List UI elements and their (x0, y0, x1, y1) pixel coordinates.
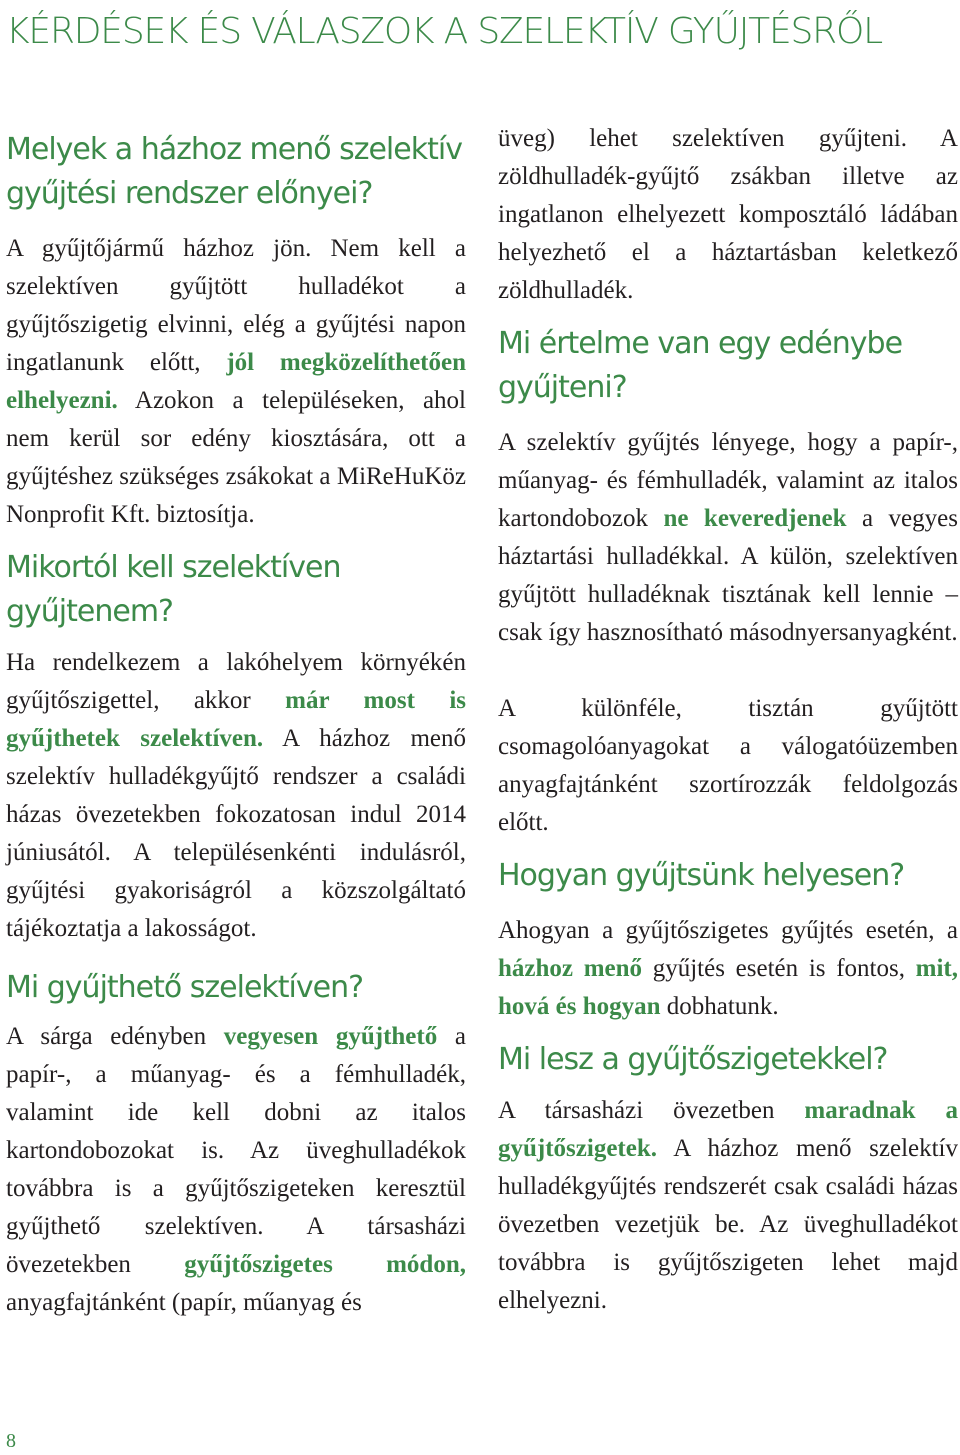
highlight: vegyesen gyűjthető (223, 1023, 438, 1050)
text: A gyűjtőjármű házhoz jön. Nem kell a szelektíven gyűjtött hulladékot a gyűjtőszigetig elvinni, elég a gyűjtési napon ingatlanunk előtt, (6, 235, 466, 376)
left-column (6, 120, 466, 1322)
text: A társasházi övezetben (498, 1097, 805, 1124)
paragraph-islands (498, 1092, 958, 1320)
right-column (498, 120, 958, 1320)
heading-when: Mikortól kell szelektíven gyűjtenem? (6, 550, 341, 629)
text: gyűjtés esetén is fontos, (642, 955, 916, 982)
highlight: jól megközelíthetően elhelyezni. (6, 349, 466, 414)
text: dobhatunk. (660, 993, 779, 1020)
paragraph-what (6, 1018, 466, 1322)
highlight: mit, hová és hogyan (498, 955, 958, 1020)
text: a papír-, a műanyag- és a fémhulladék, valamint ide kell dobni az italos kartondobozokat is. Az üveghulladékok továbbra is a gyűjtőszigeteken keresztül gyűjthető szelektíven. A társasházi övezetekben (6, 1023, 466, 1278)
text: a vegyes háztartási hulladékkal. A külön, szelektíven gyűjtött hulladéknak tisztának kell lennie – csak így hasznosítható másodnyersanyagként. (498, 505, 958, 646)
heading-what: Mi gyűjthető szelektíven? (6, 970, 364, 1005)
paragraph-what-continued: üveg) lehet szelektíven gyűjteni. A zöldhulladék-gyűjtő zsákban illetve az ingatlanon elhelyezett komposztáló ládában helyezhető el a háztartásban keletkező zöldhulladék. (498, 125, 958, 304)
highlight: ne keveredjenek (663, 505, 847, 532)
paragraph-when (6, 644, 466, 948)
highlight: házhoz menő (498, 955, 643, 982)
highlight: már most is gyűjthetek szelektíven. (6, 687, 466, 752)
text: Ahogyan a gyűjtőszigetes gyűjtés esetén, a (498, 917, 958, 944)
text: Ha rendelkezem a lakóhelyem környékén gyűjtőszigettel, akkor (6, 649, 466, 714)
heading-how: Hogyan gyűjtsünk helyesen? (498, 858, 905, 893)
page-number: 8 (6, 1430, 16, 1452)
text: A sárga edényben (6, 1023, 224, 1050)
text: A házhoz menő szelektív hulladékgyűjtés rendszerét csak családi házas övezetben vezetjük be. Az üveghulladékot továbbra is gyűjtőszigeten lehet majd elhelyezni. (498, 1135, 958, 1314)
page-title: KÉRDÉSEK ÉS VÁLASZOK A SZELEKTÍV GYŰJTÉSRŐL (6, 11, 882, 52)
paragraph-one-bin (498, 424, 958, 652)
heading-one-bin: Mi értelme van egy edénybe gyűjteni? (498, 326, 903, 405)
text: A szelektív gyűjtés lényege, hogy a papír-, műanyag- és fémhulladék, valamint az italos kartondobozok (498, 429, 958, 532)
text: Azokon a településeken, ahol nem kerül sor edény kiosztására, ott a gyűjtéshez szükséges zsákokat a MiReHuKöz Nonprofit Kft. biztosítja. (6, 387, 466, 528)
text: anyagfajtánként (papír, műanyag és (6, 1289, 362, 1316)
highlight: maradnak a gyűjtőszigetek. (498, 1097, 958, 1162)
paragraph-how (498, 912, 958, 1026)
text: A házhoz menő szelektív hulladékgyűjtő rendszer a családi házas övezetekben fokozatosan indul 2014 júniusától. A településenkénti indulásról, gyűjtési gyakoriságról a közszolgáltató tájékoztatja a lakosságot. (6, 725, 466, 942)
paragraph-advantages (6, 230, 466, 534)
paragraph-sorting: A különféle, tisztán gyűjtött csomagolóanyagokat a válogatóüzemben anyagfajtánként szortírozzák feldolgozás előtt. (498, 695, 958, 836)
highlight: gyűjtőszigetes módon, (184, 1251, 466, 1278)
heading-islands: Mi lesz a gyűjtőszigetekkel? (498, 1042, 888, 1077)
heading-advantages: Melyek a házhoz menő szelektív gyűjtési rendszer előnyei? (6, 132, 462, 211)
